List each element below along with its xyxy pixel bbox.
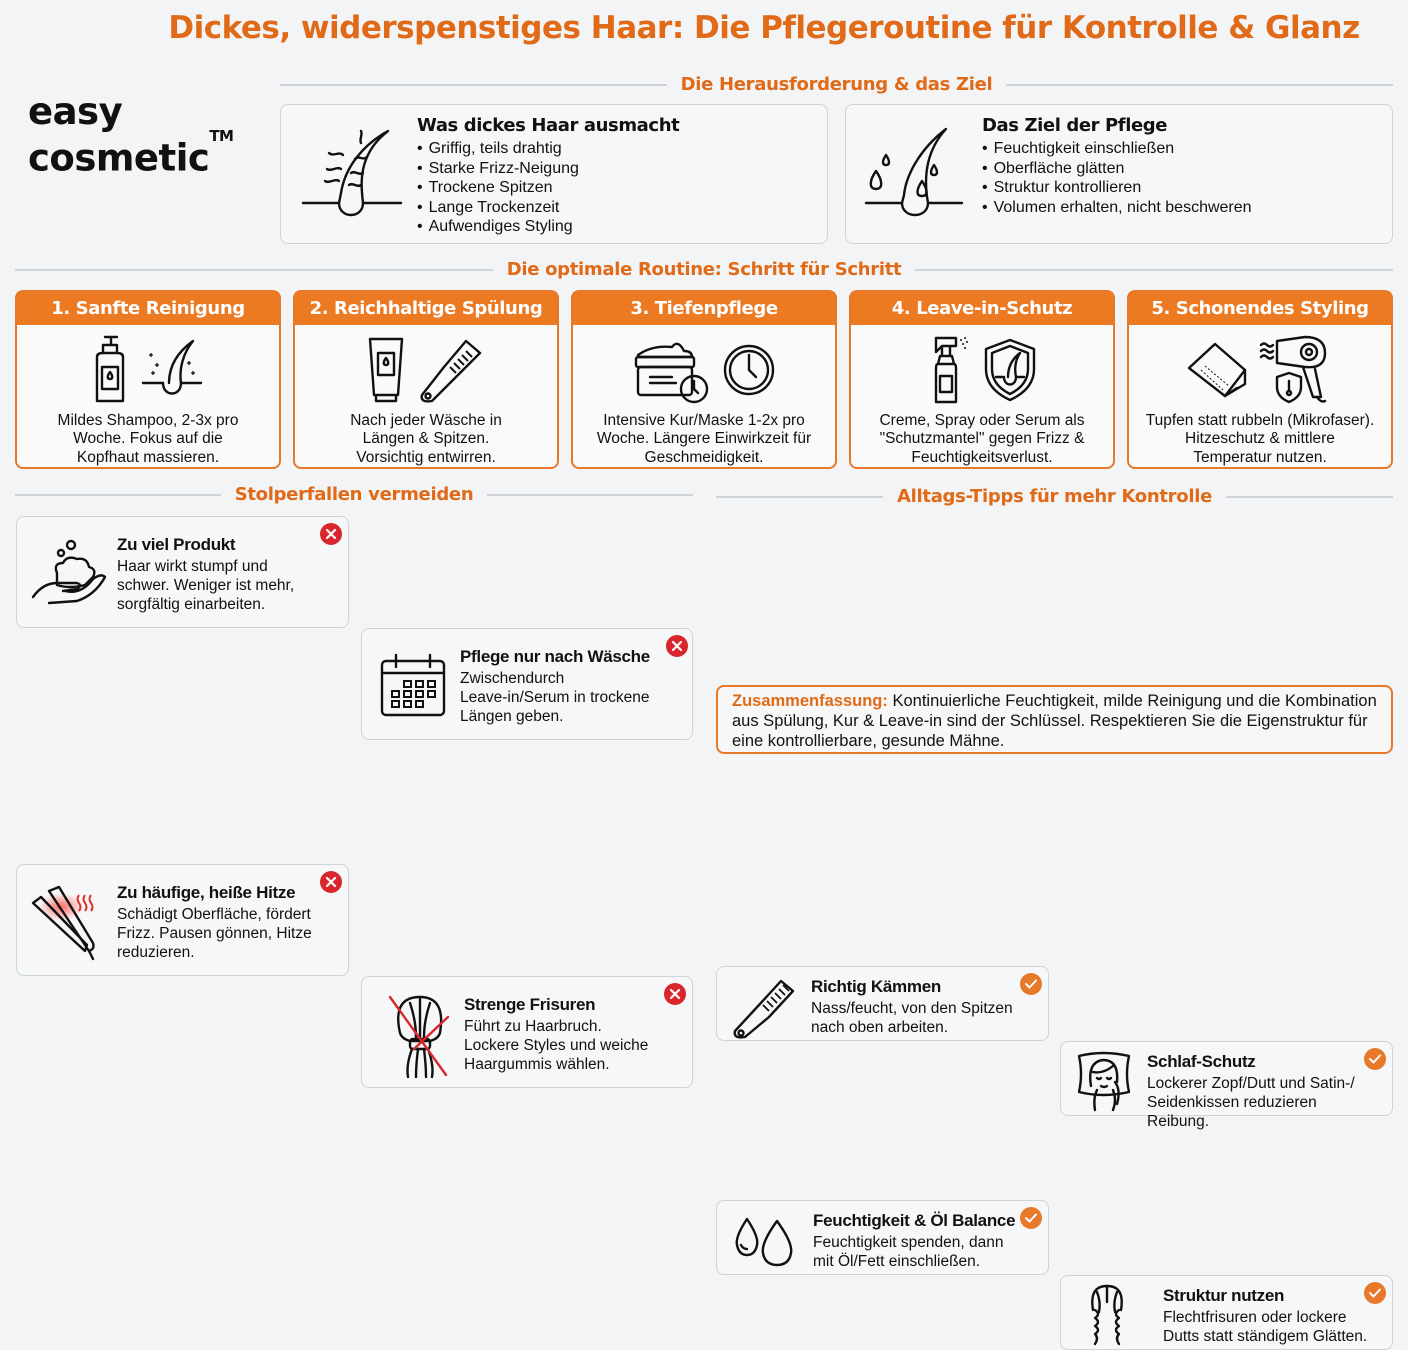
pitfall-text-line: Lockere Styles und weiche [464,1037,649,1054]
card-title: Das Ziel der Pflege [982,115,1168,136]
routine-section-heading [15,259,1393,280]
error-x-icon [320,523,342,545]
challenge-section-heading [280,74,1393,95]
hair-strand-droplets-icon [858,115,968,225]
pitfall-text-line: Haar wirkt stumpf und [117,558,268,575]
mask-jar-timer-icon [632,335,712,405]
checkmark-icon [1020,1207,1042,1229]
divider [280,84,667,86]
pitfall-title: Zu viel Produkt [117,535,236,554]
logo-line-2: cosmetic [28,136,210,180]
step-title: 2. Reichhaltige Spülung [295,292,557,325]
step-desc-line: Woche. Fokus auf die [73,430,223,447]
tip-text-line: Flechtfrisuren oder lockere [1163,1309,1347,1326]
wide-tooth-comb-icon [416,335,486,405]
section-title: Alltags-Tipps für mehr Kontrolle [897,486,1212,507]
pitfall-title: Pflege nur nach Wäsche [460,647,650,666]
step-title: 1. Sanfte Reinigung [17,292,279,325]
summary-text: Kontinuierliche Feuchtigkeit, milde Reinigung und die Kombination aus Spülung, Kur & Leave-in sind der Schlüssel. Respektieren Sie die Eigenstruktur für eine kontrollierbare, gesunde Mähne. [732,692,1377,750]
spray-bottle-icon [926,334,972,406]
goal-list [982,139,1252,217]
list-item: • Feuchtigkeit einschließen [982,139,1252,159]
step-title: 3. Tiefenpflege [573,292,835,325]
hair-shield-icon [982,337,1038,403]
step-desc-line: Längen & Spitzen. [362,430,490,447]
step-desc-line: Hitzeschutz & mittlere [1185,430,1335,447]
pitfall-text-line: Schädigt Oberfläche, fördert [117,906,311,923]
tip-card-use-structure [1060,1275,1393,1350]
step-desc-line: Kopfhaut massieren. [76,448,220,466]
tip-text-line: nach oben arbeiten. [811,1019,949,1036]
list-item: • Volumen erhalten, nicht beschweren [982,198,1252,218]
section-title: Die Herausforderung & das Ziel [680,74,993,95]
divider [915,269,1393,271]
tip-title: Richtig Kämmen [811,977,941,996]
checkmark-icon [1364,1048,1386,1070]
step-desc-line: Intensive Kur/Maske 1-2x pro [603,411,805,429]
pitfall-card-too-much-heat [16,864,349,976]
list-item: • Starke Frizz-Neigung [417,159,679,179]
checkmark-icon [1364,1282,1386,1304]
tip-card-combing [716,966,1049,1041]
card-title: Was dickes Haar ausmacht [417,115,680,136]
step-desc-line: Woche. Längere Einwirkzeit für [596,430,812,447]
braids-icon [1087,1282,1127,1348]
tip-card-moisture-oil-balance [716,1200,1049,1275]
pitfall-card-tight-hairstyles [361,976,693,1088]
tip-text-line: Lockerer Zopf/Dutt und Satin-/ [1147,1075,1355,1092]
care-goal-card [845,104,1393,244]
step-card-4 [849,290,1115,469]
pitfall-card-care-only-after-wash [361,628,693,740]
step-desc-line: Tupfen statt rubbeln (Mikrofaser). [1145,411,1375,429]
tips-section-heading [716,486,1393,507]
list-item: • Oberfläche glätten [982,159,1252,179]
pitfall-text-line: schwer. Weniger ist mehr, [117,577,295,594]
tight-ponytail-crossed-icon [386,993,452,1079]
brand-logo [28,92,234,178]
trait-list [417,139,679,237]
list-item: • Trockene Spitzen [417,178,679,198]
pitfall-text-line: Haargummis wählen. [464,1056,610,1073]
pitfall-card-too-much-product [16,516,349,628]
list-item: • Lange Trockenzeit [417,198,679,218]
checkmark-icon [1020,973,1042,995]
step-card-1 [15,290,281,469]
tip-text-line: mit Öl/Fett einschließen. [813,1253,981,1270]
pitfall-text-line: Leave-in/Serum in trockene [460,689,650,706]
comb-icon [729,975,799,1039]
section-title: Stolperfallen vermeiden [234,484,474,505]
step-desc-line: Nach jeder Wäsche in [350,411,502,429]
step-desc-line: Creme, Spray oder Serum als [879,411,1085,429]
tip-text-line: Feuchtigkeit spenden, dann [813,1234,1004,1251]
divider [15,494,221,496]
summary-label: Zusammenfassung: [732,692,888,710]
hair-dryer-heat-shield-icon [1259,335,1335,405]
tip-title: Schlaf-Schutz [1147,1052,1256,1071]
pitfalls-section-heading [15,484,693,505]
summary-box [716,685,1393,754]
thick-hair-traits-card [280,104,828,244]
error-x-icon [666,635,688,657]
step-card-2 [293,290,559,469]
pitfall-text-line: Längen geben. [460,708,564,725]
tip-text-line: Seidenkissen reduzieren Reibung. [1147,1094,1317,1130]
tip-text-line: Dutts statt ständigem Glätten. [1163,1328,1368,1345]
step-card-5 [1127,290,1393,469]
divider [487,494,693,496]
logo-line-1: easy [28,90,123,133]
page-title: Dickes, widerspenstiges Haar: Die Pflegeroutine für Kontrolle & Glanz [168,10,1360,46]
hot-flat-iron-icon [29,885,105,961]
error-x-icon [320,871,342,893]
tip-text-line: Nass/feucht, von den Spitzen [811,1000,1013,1017]
pitfall-text-line: sorgfältig einarbeiten. [117,596,266,613]
clean-scalp-hair-icon [139,335,205,405]
frizzy-hair-strand-icon [293,115,403,225]
microfiber-towel-icon [1185,340,1249,400]
hand-foam-icon [29,539,105,605]
divider [15,269,493,271]
pitfall-text-line: Frizz. Pausen gönnen, Hitze [117,925,312,942]
shampoo-pump-bottle-icon [91,335,129,405]
tip-title: Struktur nutzen [1163,1286,1285,1305]
droplets-icon [733,1215,797,1267]
divider [1226,496,1393,498]
tip-card-sleep-protection [1060,1041,1393,1130]
divider [716,496,883,498]
section-title: Die optimale Routine: Schritt für Schritt [506,259,902,280]
trademark-symbol: TM [209,127,234,145]
list-item: • Aufwendiges Styling [417,217,679,237]
step-desc-line: "Schutzmantel" gegen Frizz & [879,430,1085,447]
step-desc-line: Mildes Shampoo, 2-3x pro [57,411,239,429]
step-card-3 [571,290,837,469]
calendar-icon [378,651,448,717]
step-desc-line: Temperatur nutzen. [1193,448,1327,466]
step-title: 5. Schonendes Styling [1129,292,1391,325]
sleeping-woman-pillow-icon [1073,1048,1135,1114]
divider [1006,84,1393,86]
pitfall-title: Strenge Frisuren [464,995,596,1014]
pitfall-title: Zu häufige, heiße Hitze [117,883,296,902]
step-desc-line: Geschmeidigkeit. [644,448,764,466]
list-item: • Griffig, teils drahtig [417,139,679,159]
step-desc-line: Feuchtigkeitsverlust. [911,448,1053,466]
clock-icon [722,343,776,397]
tip-title: Feuchtigkeit & Öl Balance [813,1211,1016,1230]
conditioner-tube-icon [366,335,406,405]
step-title: 4. Leave-in-Schutz [851,292,1113,325]
pitfall-text-line: Zwischendurch [460,670,565,687]
pitfall-text-line: Führt zu Haarbruch. [464,1018,602,1035]
error-x-icon [664,983,686,1005]
list-item: • Struktur kontrollieren [982,178,1252,198]
step-desc-line: Vorsichtig entwirren. [356,448,496,466]
pitfall-text-line: reduzieren. [117,944,195,961]
